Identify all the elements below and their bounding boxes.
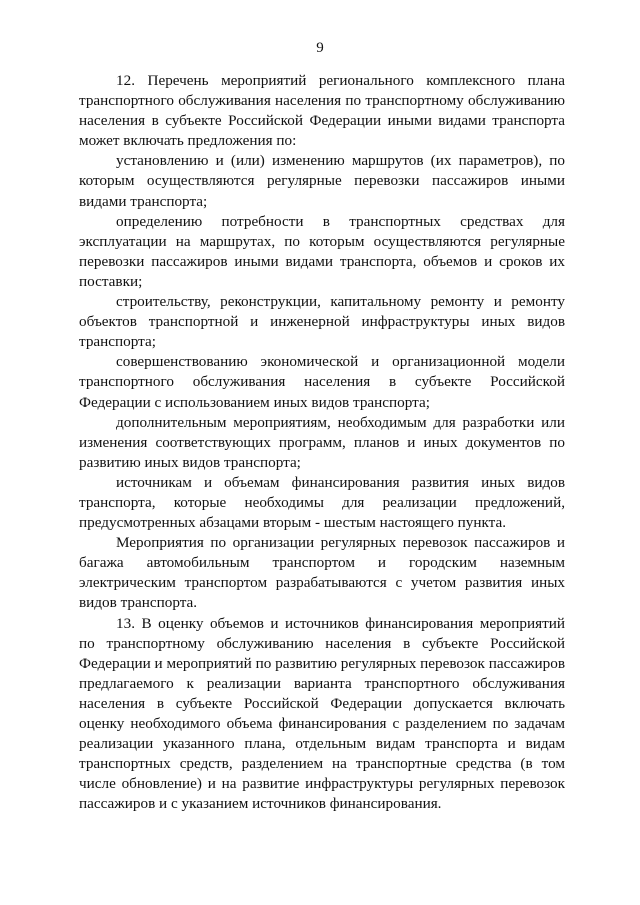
list-item-additional-measures: дополнительным мероприятиям, необходимым для разработки или изменения соответствующих программ, планов и иных документов по развитию иных видов транспорта; bbox=[79, 413, 565, 471]
list-item-vehicle-needs: определению потребности в транспортных средствах для эксплуатации на маршрутах, по которым осуществляются регулярные перевозки пассажиров иными видами транспорта, объемов и сроков их поставки; bbox=[79, 212, 565, 290]
list-item-economic-model: совершенствованию экономической и организационной модели транспортного обслуживания населения в субъекте Российской Федерации с использованием иных видов транспорта; bbox=[79, 353, 565, 411]
paragraph-12-intro: 12. Перечень мероприятий регионального комплексного плана транспортного обслуживания населения по транспортному обслуживанию населения в субъекте Российской Федерации иными видами транспорта может включать предложения по: bbox=[79, 72, 565, 150]
list-item-financing-sources: источникам и объемам финансирования развития иных видов транспорта, которые необходимы для реализации предложений, предусмотренных абзацами вторым - шестым настоящего пункта. bbox=[79, 473, 565, 532]
paragraph-13-financing: 13. В оценку объемов и источников финансирования мероприятий по транспортному обслуживанию населения в субъекте Российской Федерации и мероприятий по развитию регулярных перевозок пассажиров предлагаемого к реализации варианта транспортного обслуживания населения в субъекте Российской Федерации допускается включать оценку необходимого объема финансирования с разделением по задачам реализации указанного плана, отдельным видам транспорта и видам транспортных средств, разделением на транспортные средства (в том числе обновление) и на развитие инфраструктуры регулярных перевозок пассажиров и с указанием источников финансирования. bbox=[79, 614, 565, 813]
list-item-routes: установлению и (или) изменению маршрутов (их параметров), по которым осуществляются регулярные перевозки пассажиров иными видами транспорта; bbox=[79, 152, 565, 210]
paragraph-transport-measures: Мероприятия по организации регулярных перевозок пассажиров и багажа автомобильным транспортом и городским наземным электрическим транспортом разрабатываются с учетом развития иных видов транспорта. bbox=[79, 534, 565, 612]
document-body bbox=[79, 71, 565, 814]
page-number: 9 bbox=[316, 40, 324, 56]
list-item-infrastructure: строительству, реконструкции, капитальному ремонту и ремонту объектов транспортной и инженерной инфраструктуры иных видов транспорта; bbox=[79, 293, 565, 351]
